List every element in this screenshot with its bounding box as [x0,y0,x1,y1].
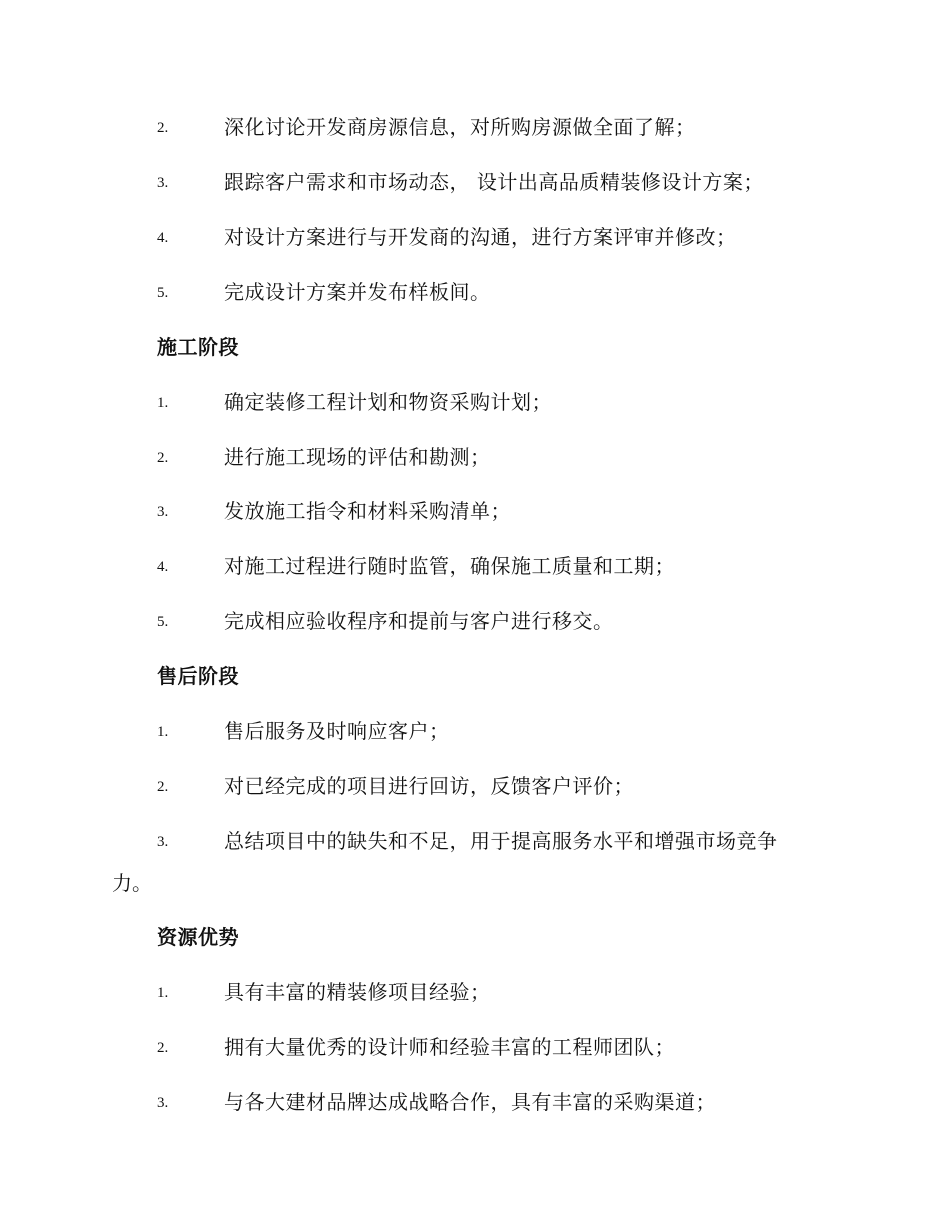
section-heading: 资源优势 [157,925,239,949]
item-number: 5. [157,285,169,301]
item-number: 4. [157,230,169,246]
item-text: 完成设计方案并发布样板间。 [224,280,491,304]
item-text: 拥有大量优秀的设计师和经验丰富的工程师团队； [224,1035,675,1059]
item-text: 对已经完成的项目进行回访，反馈客户评价； [224,774,634,798]
item-number: 2. [157,120,169,136]
item-number: 3. [157,175,169,191]
item-number: 2. [157,1040,169,1056]
item-number: 1. [157,724,169,740]
item-number: 4. [157,559,169,575]
item-text: 跟踪客户需求和市场动态， 设计出高品质精装修设计方案； [224,170,764,194]
item-number: 2. [157,450,169,466]
item-text: 进行施工现场的评估和勘测； [224,445,491,469]
item-number: 1. [157,985,169,1001]
item-text: 总结项目中的缺失和不足，用于提高服务水平和增强市场竞争 [224,829,778,853]
item-text: 售后服务及时响应客户； [224,719,450,743]
item-number: 3. [157,834,169,850]
item-text: 对施工过程进行随时监管，确保施工质量和工期； [224,554,675,578]
item-number: 1. [157,395,169,411]
item-number: 3. [157,504,169,520]
item-text: 与各大建材品牌达成战略合作，具有丰富的采购渠道； [224,1090,716,1114]
item-text-continuation: 力。 [112,871,152,895]
item-text: 完成相应验收程序和提前与客户进行移交。 [224,609,614,633]
item-number: 2. [157,779,169,795]
item-text: 具有丰富的精装修项目经验； [224,980,491,1004]
section-heading: 售后阶段 [157,664,239,688]
item-text: 深化讨论开发商房源信息，对所购房源做全面了解； [224,115,696,139]
item-text: 发放施工指令和材料采购清单； [224,499,511,523]
item-number: 3. [157,1095,169,1111]
item-text: 对设计方案进行与开发商的沟通，进行方案评审并修改； [224,225,737,249]
item-text: 确定装修工程计划和物资采购计划； [224,390,552,414]
section-heading: 施工阶段 [157,335,239,359]
item-number: 5. [157,614,169,630]
